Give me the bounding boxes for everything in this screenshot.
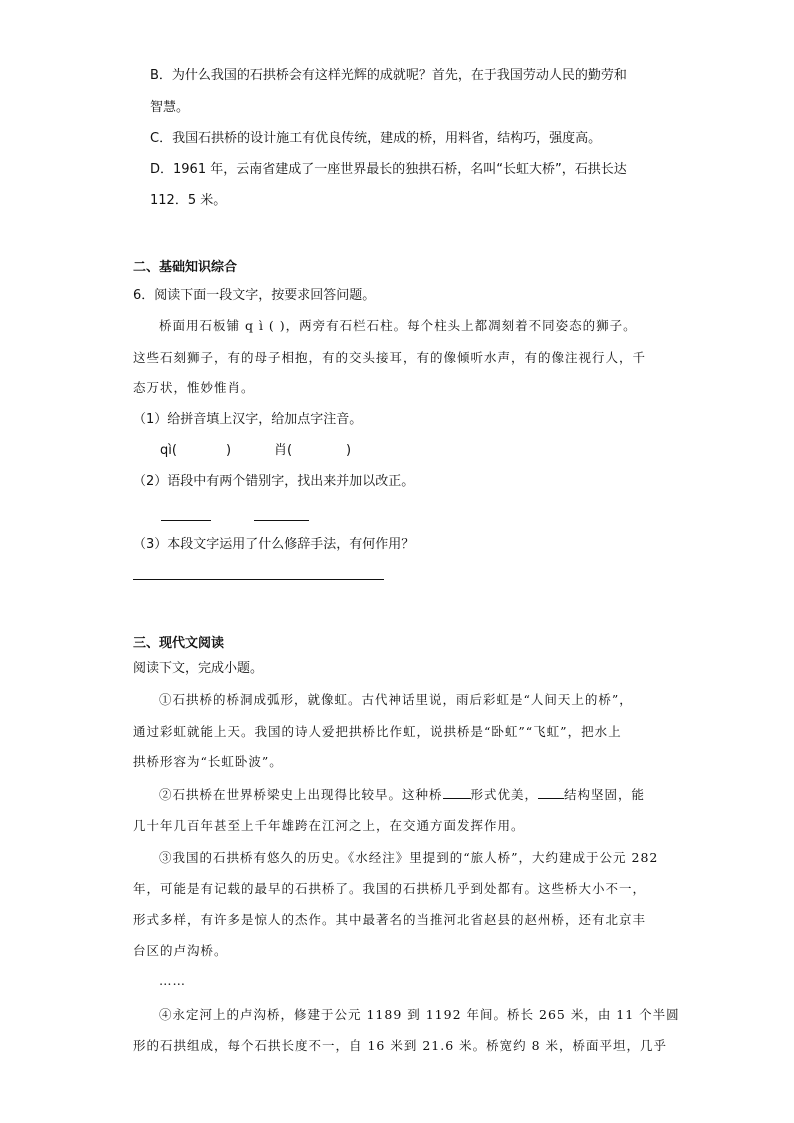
section-3-heading: 三、现代文阅读 <box>133 636 225 651</box>
reading-intro: 阅读下文，完成小题。 <box>133 661 264 676</box>
para3-line4: 台区的卢沟桥。 <box>133 943 228 958</box>
subquestion-3: （3）本段文字运用了什么修辞手法，有何作用？ <box>133 537 415 552</box>
para2-text-a: ②石拱桥在世界桥梁史上出现得比较早。这种桥 <box>159 787 443 802</box>
passage-line3: 态万状，惟妙惟肖。 <box>133 380 255 395</box>
para2-text-b: 形式优美， <box>470 787 539 802</box>
para2-line1 <box>159 786 645 803</box>
para4-line2: 形的石拱组成，每个石拱长度不一，自 16 米到 21.6 米。桥宽约 8 米，桥面平坦，几乎 <box>133 1038 668 1053</box>
passage-line2: 这些石刻狮子，有的母子相抱，有的交头接耳，有的像倾听水声，有的像注视行人，千 <box>133 350 647 365</box>
para4-line1: ④永定河上的卢沟桥，修建于公元 1189 到 1192 年间。桥长 265 米，由 11 个半圆 <box>159 1007 680 1022</box>
pinyin-qi-label: qì( <box>160 443 177 458</box>
para1-line3: 拱桥形容为“长虹卧波”。 <box>133 754 283 769</box>
passage-line1: 桥面用石板铺 q ì ( )，两旁有石栏石柱。每个柱头上都凋刻着不同姿态的狮子。 <box>159 318 637 333</box>
section-2-heading: 二、基础知识综合 <box>133 260 238 275</box>
option-d-line2: 112．5 米。 <box>150 193 227 208</box>
subquestion-1: （1）给拼音填上汉字，给加点字注音。 <box>133 412 363 427</box>
xiao-char-label: 肖( <box>274 443 293 458</box>
option-b-line1: B．为什么我国的石拱桥会有这样光辉的成就呢？首先，在于我国劳动人民的勤劳和 <box>150 68 627 83</box>
option-b-line2: 智慧。 <box>150 100 190 115</box>
para3-line3: 形式多样，有许多是惊人的杰作。其中最著名的当推河北省赵县的赵州桥，还有北京丰 <box>133 912 647 927</box>
para3-line1: ③我国的石拱桥有悠久的历史。《水经注》里提到的“旅人桥”，大约建成于公元 282 <box>159 850 659 865</box>
ellipsis: …… <box>159 973 186 988</box>
answer-blank-2[interactable] <box>254 508 309 521</box>
option-c: C．我国石拱桥的设计施工有优良传统，建成的桥，用料省，结构巧，强度高。 <box>150 131 602 146</box>
para1-line2: 通过彩虹就能上天。我国的诗人爱把拱桥比作虹，说拱桥是“卧虹”“飞虹”，把水上 <box>133 724 622 739</box>
question-6: 6．阅读下面一段文字，按要求回答问题。 <box>133 288 376 303</box>
answer-blank-1[interactable] <box>161 508 211 521</box>
para2-text-c: 结构坚固，能 <box>564 787 646 802</box>
subquestion-2: （2）语段中有两个错别字，找出来并加以改正。 <box>133 474 415 489</box>
para2-blank-2[interactable] <box>538 786 564 799</box>
para1-line1: ①石拱桥的桥洞成弧形，就像虹。古代神话里说，雨后彩虹是“人间天上的桥”， <box>159 692 633 707</box>
para3-line2: 年，可能是有记载的最早的石拱桥了。我国的石拱桥几乎到处都有。这些桥大小不一， <box>133 881 647 896</box>
para2-line2: 几十年几百年甚至上千年雄跨在江河之上，在交通方面发挥作用。 <box>133 818 525 833</box>
xiao-char-close: ) <box>346 443 352 458</box>
pinyin-qi-close: ) <box>226 443 232 458</box>
option-d-line1: D．1961 年，云南省建成了一座世界最长的独拱石桥，名叫“长虹大桥”，石拱长达 <box>150 162 627 177</box>
para2-blank-1[interactable] <box>443 786 471 799</box>
answer-blank-3[interactable] <box>133 567 384 580</box>
